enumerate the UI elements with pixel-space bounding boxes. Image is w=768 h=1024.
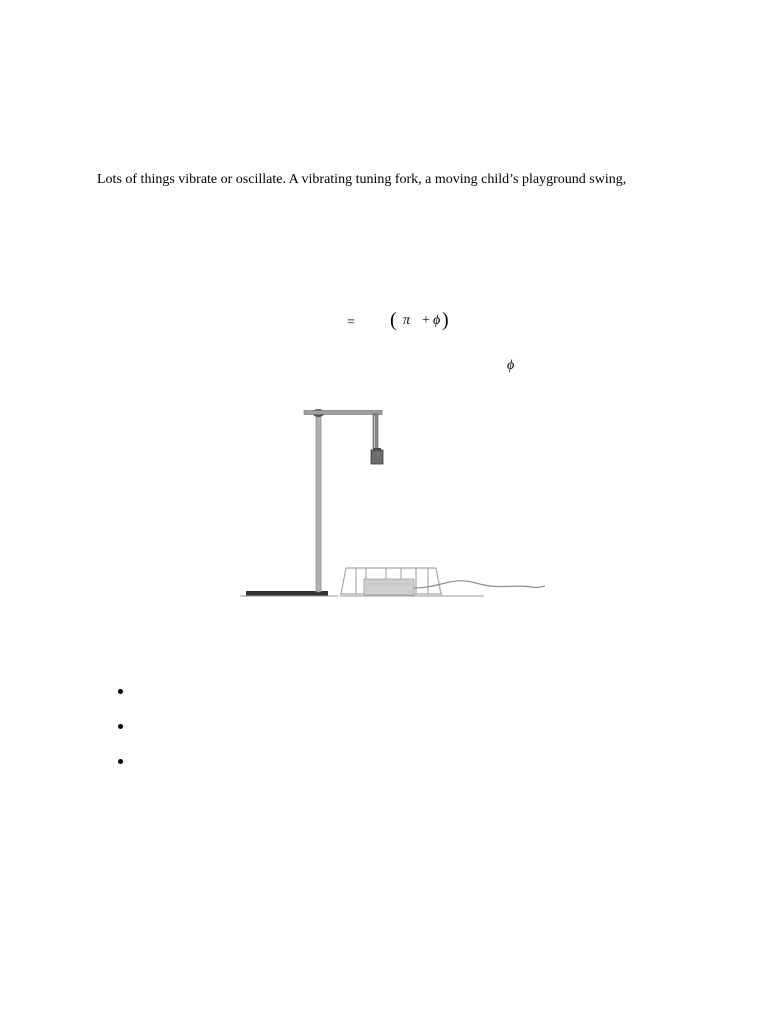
mass-top bbox=[373, 448, 381, 451]
equation-equals: = bbox=[347, 315, 355, 330]
spring-mass-apparatus-figure bbox=[236, 398, 550, 604]
bullet-point-1 bbox=[118, 689, 123, 694]
equation-pi: π bbox=[403, 313, 411, 328]
equation-plus: + bbox=[422, 313, 430, 328]
hanging-mass bbox=[371, 450, 383, 464]
stand-arm bbox=[304, 411, 382, 415]
intro-paragraph: Lots of things vibrate or oscillate. A vibrating tuning fork, a moving child’s playground swing, bbox=[97, 172, 627, 187]
equation-phi: ϕ bbox=[433, 313, 441, 328]
hanging-spring bbox=[373, 414, 378, 450]
equation-close-paren: ) bbox=[442, 309, 449, 331]
bullet-point-2 bbox=[118, 724, 123, 729]
motion-sensor-body bbox=[364, 579, 414, 595]
equation-open-paren: ( bbox=[390, 309, 397, 331]
sensor-cable bbox=[414, 581, 545, 588]
stand-rod bbox=[316, 410, 321, 592]
phi-symbol: ϕ bbox=[507, 358, 515, 373]
bullet-point-3 bbox=[118, 759, 123, 764]
